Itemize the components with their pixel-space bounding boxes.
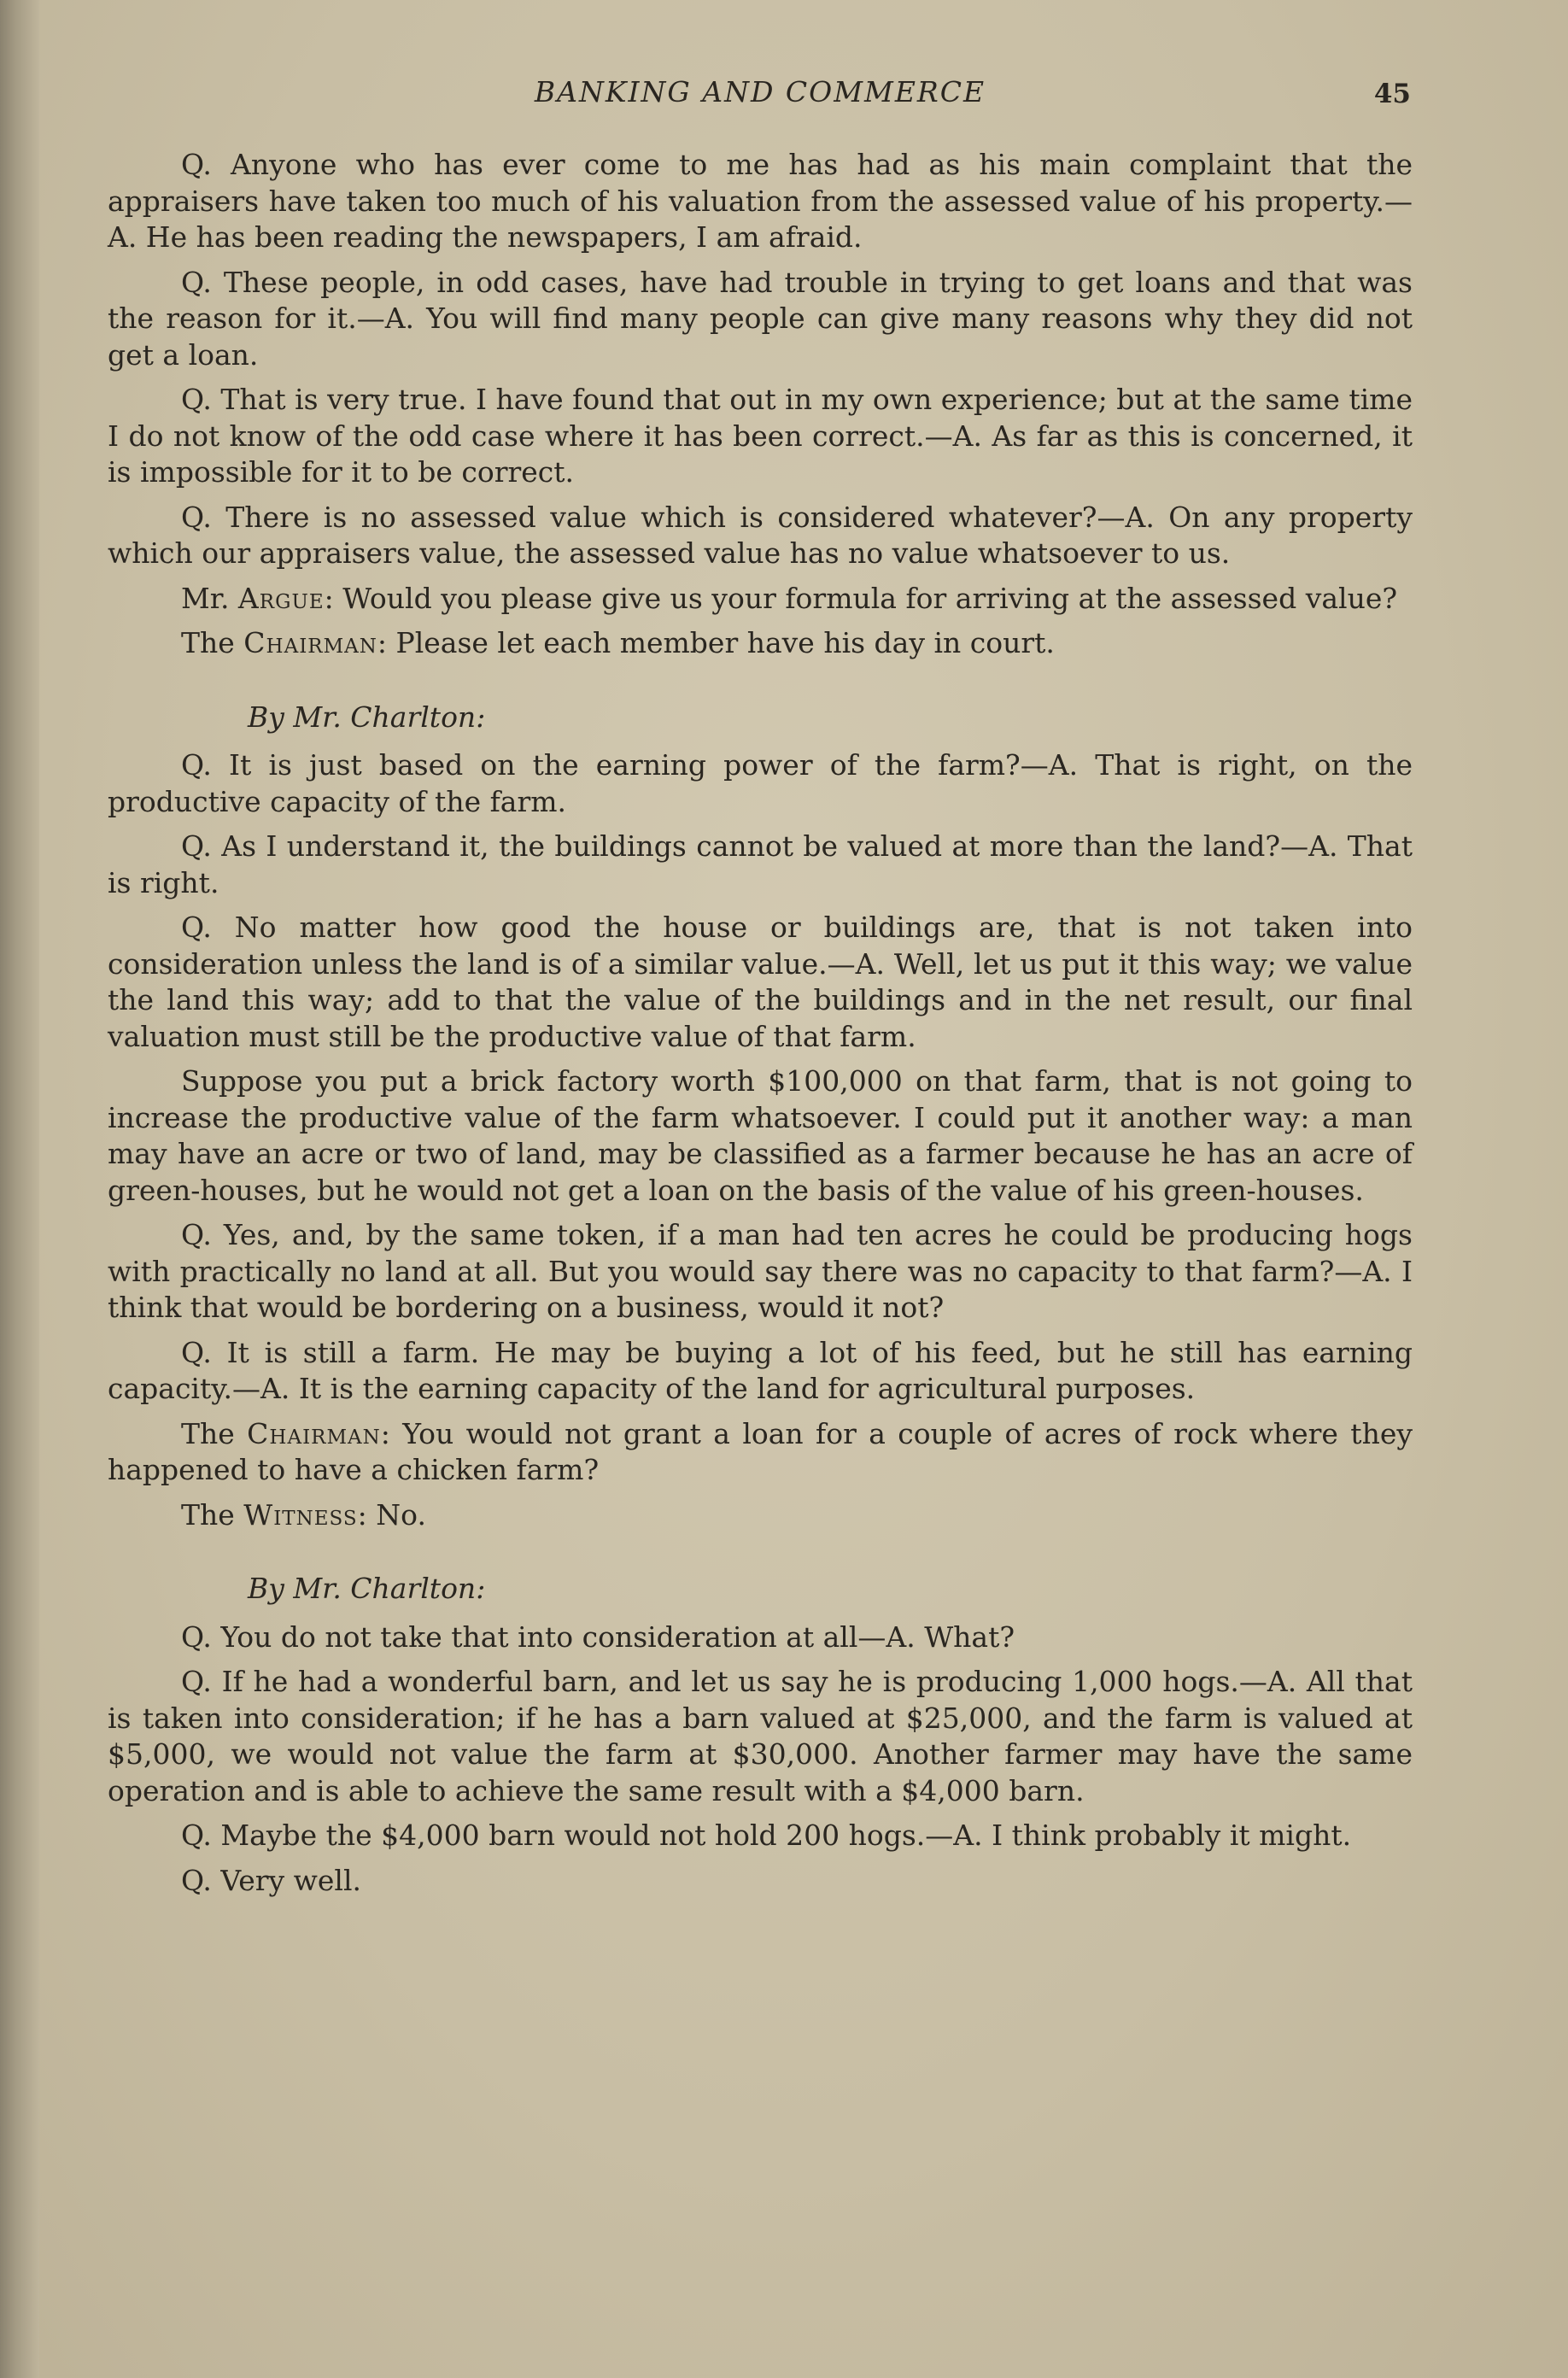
page-body <box>108 147 1413 1907</box>
book-spine-shadow <box>0 0 39 2378</box>
speaker-name: Argue <box>237 581 325 615</box>
paragraph: Suppose you put a brick factory worth $100,000 on that farm, that is not going to increase the productive value of the farm whatsoever. I could put it another way: a man may have an acre or two of land, may be classified as a farmer because he has an acre of green-houses, but he would not get a loan on the basis of the value of his green-houses. <box>108 1064 1413 1207</box>
examiner-heading: By Mr. Charlton: <box>248 1572 486 1605</box>
speaker-name: Witness <box>243 1497 358 1532</box>
speaker-paragraph <box>108 1497 1413 1534</box>
paragraph: Q. It is still a farm. He may be buying a lot of his feed, but he still has earning capacity.—A. It is the earning capacity of the land for agricultural purposes. <box>108 1335 1413 1405</box>
speaker-name: Chairman <box>243 626 377 659</box>
paragraph: Q. If he had a wonderful barn, and let us say he is producing 1,000 hogs.—A. All that is taken into consideration; if he has a barn valued at $25,000, and the farm is valued at $5,000, we would not value the farm at $30,000. Another farmer may have the same operation and is able to achieve the same result with a $4,000 barn. <box>108 1665 1413 1807</box>
speaker-prefix: The <box>181 1416 248 1450</box>
paragraph: Q. Very well. <box>181 1863 362 1897</box>
paragraph: Q. Maybe the $4,000 barn would not hold 200 hogs.—A. I think probably it might. <box>181 1819 1352 1852</box>
speaker-name: Chairman <box>247 1416 381 1450</box>
page-number: 45 <box>1373 79 1411 109</box>
paragraph: Q. No matter how good the house or buildings are, that is not taken into consideration unless the land is of a similar value.—A. Well, let us put it this way; we value the land this way; add to that the value of the buildings and in the net result, our final valuation must still be the productive value of that farm. <box>108 911 1413 1053</box>
running-title: BANKING AND COMMERCE <box>534 75 986 108</box>
examiner-heading: By Mr. Charlton: <box>248 700 486 734</box>
paragraph: Q. As I understand it, the buildings cannot be valued at more than the land?—A. That is right. <box>108 829 1413 899</box>
paragraph: Q. It is just based on the earning power of the farm?—A. That is right, on the productive capacity of the farm. <box>108 748 1413 818</box>
speaker-prefix: The <box>181 1497 244 1532</box>
paragraph: Q. You do not take that into consideration at all—A. What? <box>181 1620 1015 1654</box>
speaker-text: : Would you please give us your formula for arriving at the assessed value? <box>324 581 1398 615</box>
paragraph: Q. Anyone who has ever come to me has had as his main complaint that the appraisers have taken too much of his valuation from the assessed value of his property.—A. He has been reading the newspapers, I am afraid. <box>108 148 1413 254</box>
speaker-prefix: The <box>181 626 244 659</box>
speaker-text: : No. <box>357 1497 426 1532</box>
speaker-prefix: Mr. <box>181 581 238 615</box>
speaker-text: : You would not grant a loan for a couple of acres of rock where they happened to have a chicken farm? <box>108 1416 1413 1486</box>
speaker-paragraph <box>108 625 1413 662</box>
paragraph: Q. These people, in odd cases, have had trouble in trying to get loans and that was the reason for it.—A. You will find many people can give many reasons why they did not get a loan. <box>108 265 1413 372</box>
speaker-text: : Please let each member have his day in court. <box>377 626 1055 659</box>
paragraph: Q. Yes, and, by the same token, if a man had ten acres he could be producing hogs with practically no land at all. But you would say there was no capacity to that farm?—A. I think that would be bordering on a business, would it not? <box>108 1218 1413 1324</box>
speaker-paragraph <box>108 1416 1413 1489</box>
page-header <box>109 72 1411 114</box>
paragraph: Q. That is very true. I have found that out in my own experience; but at the same time I do not know of the odd case where it has been correct.—A. As far as this is concerned, it is impossible for it to be correct. <box>108 383 1413 489</box>
speaker-paragraph <box>108 581 1413 618</box>
paragraph: Q. There is no assessed value which is considered whatever?—A. On any property which our appraisers value, the assessed value has no value whatsoever to us. <box>108 500 1413 570</box>
